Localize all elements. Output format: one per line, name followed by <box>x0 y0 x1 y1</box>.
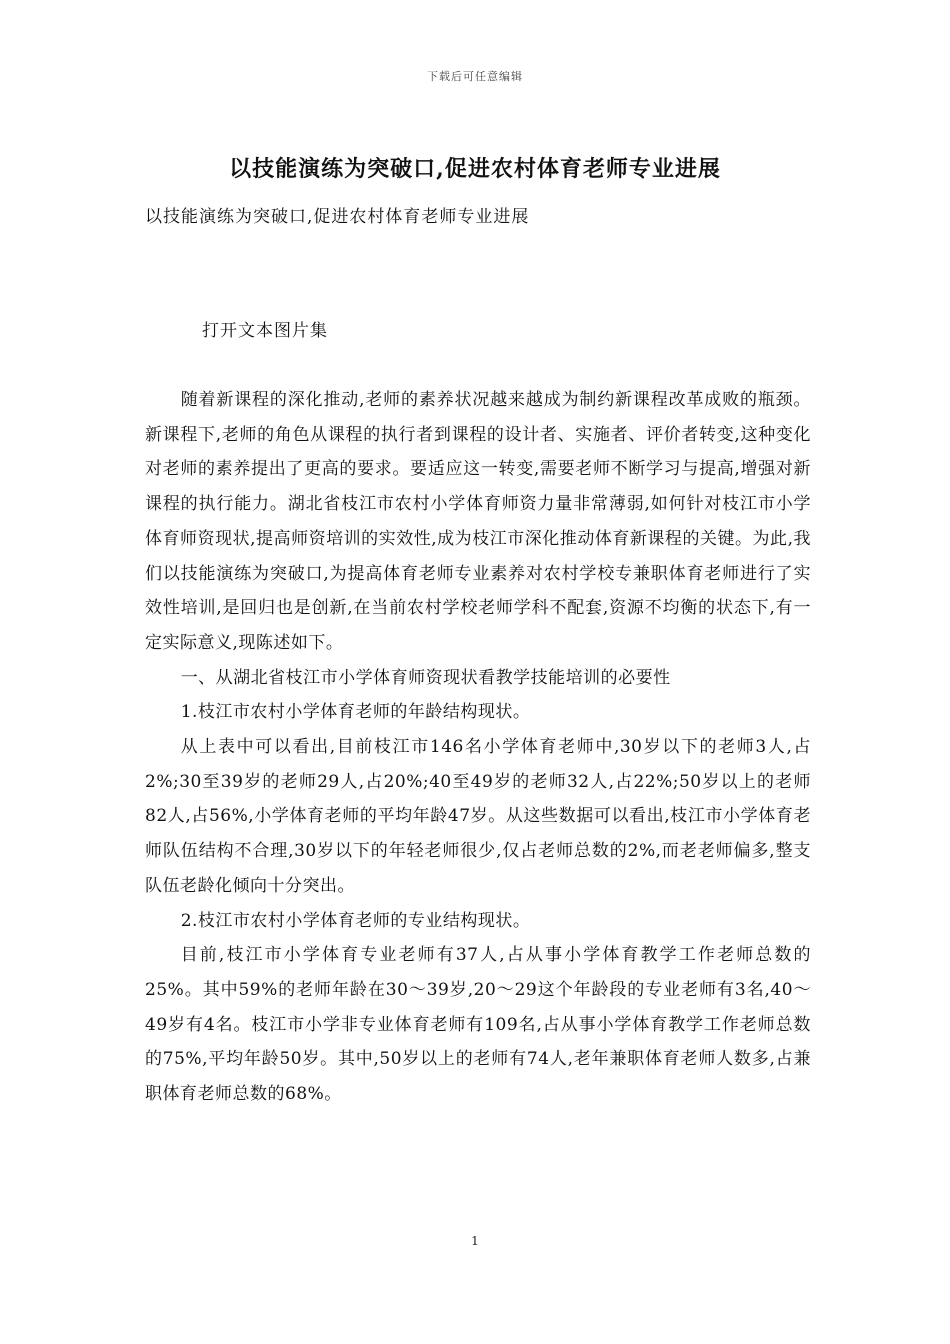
paragraph-age-structure: 从上表中可以看出,目前枝江市146名小学体育老师中,30岁以下的老师3人,占2%;30至39岁的老师29人,占20%;40至49岁的老师32人,占22%;50岁以上的老师82人,占56%,小学体育老师的平均年龄47岁。从这些数据可以看出,枝江市小学体育老师队伍结构不合理,30岁以下的年轻老师很少,仅占老师总数的2%,而老老师偏多,整支队伍老龄化倾向十分突出。 <box>145 737 811 896</box>
document-body <box>145 383 811 1112</box>
document-subtitle: 以技能演练为突破口,促进农村体育老师专业进展 <box>145 207 530 227</box>
paragraph-professional-structure: 目前,枝江市小学体育专业老师有37人,占从事小学体育教学工作老师总数的25%。其中59%的老师年龄在30～39岁,20～29这个年龄段的专业老师有3名,40～49岁有4名。枝江市小学非专业体育老师有109名,占从事小学体育教学工作老师总数的75%,平均年龄50岁。其中,50岁以上的老师有74人,老年兼职体育老师人数多,占兼职体育老师总数的68%。 <box>145 945 811 1105</box>
subheading-professional-structure: 2.枝江市农村小学体育老师的专业结构现状。 <box>180 910 531 931</box>
open-gallery-link[interactable]: 打开文本图片集 <box>202 321 328 341</box>
subheading-age-structure: 1.枝江市农村小学体育老师的年龄结构现状。 <box>180 702 531 723</box>
section-heading-1: 一、从湖北省枝江市小学体育师资现状看教学技能培训的必要性 <box>180 667 671 688</box>
header-note: 下载后可任意编辑 <box>427 70 523 83</box>
page-number: 1 <box>471 1234 479 1248</box>
paragraph-intro: 随着新课程的深化推动,老师的素养状况越来越成为制约新课程改革成败的瓶颈。新课程下,老师的角色从课程的执行者到课程的设计者、实施者、评价者转变,这种变化对老师的素养提出了更高的要求。要适应这一转变,需要老师不断学习与提高,增强对新课程的执行能力。湖北省枝江市农村小学体育师资力量非常薄弱,如何针对枝江市小学体育师资现状,提高师资培训的实效性,成为枝江市深化推动体育新课程的关键。为此,我们以技能演练为突破口,为提高体育老师专业素养对农村学校专兼职体育老师进行了实效性培训,是回归也是创新,在当前农村学校老师学科不配套,资源不均衡的状态下,有一定实际意义,现陈述如下。 <box>145 390 811 653</box>
document-title: 以技能演练为突破口,促进农村体育老师专业进展 <box>229 156 721 182</box>
